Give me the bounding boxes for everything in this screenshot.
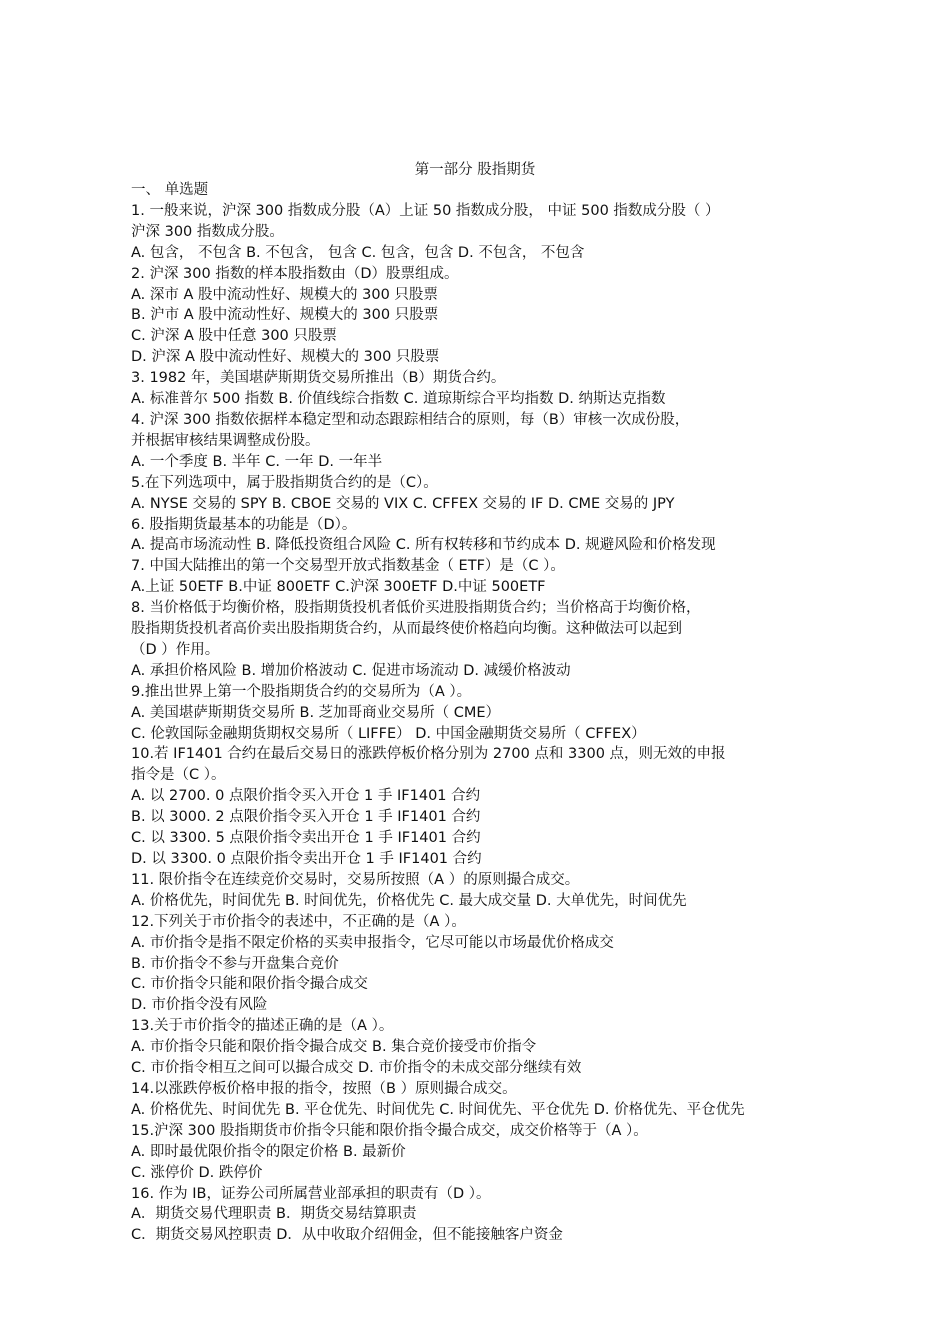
text-line: （D ）作用。 (131, 641, 220, 658)
text-line: C. 伦敦国际金融期货期权交易所（ LIFFE） D. 中国金融期货交易所（ CFFEX） (131, 725, 646, 742)
text-line: B. 沪市 A 股中流动性好、规模大的 300 只股票 (131, 307, 439, 324)
text-line: A. 即时最优限价指令的限定价格 B. 最新价 (131, 1143, 406, 1160)
text-line: D. 沪深 A 股中流动性好、规模大的 300 只股票 (131, 349, 440, 366)
text-line: 1. 一般来说，沪深 300 指数成分股（A）上证 50 指数成分股， 中证 500 指数成分股（ ） (131, 202, 720, 219)
text-line: 3. 1982 年，美国堪萨斯期货交易所推出（B）期货合约。 (131, 370, 506, 387)
text-line: A. 深市 A 股中流动性好、规模大的 300 只股票 (131, 286, 438, 303)
text-line: A. 美国堪萨斯期货交易所 B. 芝加哥商业交易所（ CME） (131, 704, 501, 721)
text-line: C. 市价指令只能和限价指令撮合成交 (131, 976, 368, 993)
text-line: 14.以涨跌停板价格申报的指令，按照（B ）原则撮合成交。 (131, 1080, 517, 1097)
text-line: C. 涨停价 D. 跌停价 (131, 1164, 263, 1181)
text-line: 7. 中国大陆推出的第一个交易型开放式指数基金（ ETF）是（C ）。 (131, 558, 565, 575)
text-line: 10.若 IF1401 合约在最后交易日的涨跌停板价格分别为 2700 点和 3300 点，则无效的申报 (131, 746, 726, 763)
text-line: A. 包含， 不包含 B. 不包含， 包含 C. 包含，包含 D. 不包含， 不包含 (131, 244, 585, 261)
text-line: D. 市价指令没有风险 (131, 997, 268, 1014)
text-line: 一、 单选题 (131, 182, 209, 198)
text-line: C．期货交易风控职责 D．从中收取介绍佣金，但不能接触客户资金 (131, 1227, 563, 1244)
text-line: 6. 股指期货最基本的功能是（D）。 (131, 516, 357, 533)
text-line: 11. 限价指令在连续竞价交易时，交易所按照（A ）的原则撮合成交。 (131, 871, 580, 888)
text-line: A.上证 50ETF B.中证 800ETF C.沪深 300ETF D.中证 500ETF (131, 579, 546, 596)
text-line: 8. 当价格低于均衡价格，股指期货投机者低价买进股指期货合约；当价格高于均衡价格， (131, 600, 701, 617)
text-line: 13.关于市价指令的描述正确的是（A ）。 (131, 1018, 394, 1035)
text-line: A. 一个季度 B. 半年 C. 一年 D. 一年半 (131, 453, 383, 470)
text-line: A. 标准普尔 500 指数 B. 价值线综合指数 C. 道琼斯综合平均指数 D. 纳斯达克指数 (131, 391, 666, 408)
text-line: A. 市价指令只能和限价指令撮合成交 B. 集合竞价接受市价指令 (131, 1039, 537, 1056)
text-line: B. 以 3000. 2 点限价指令买入开仓 1 手 IF1401 合约 (131, 809, 481, 826)
text-line: C. 以 3300. 5 点限价指令卖出开仓 1 手 IF1401 合约 (131, 830, 481, 847)
text-line: 15.沪深 300 股指期货市价指令只能和限价指令撮合成交，成交价格等于（A ）。 (131, 1122, 648, 1139)
text-line: A. 提高市场流动性 B. 降低投资组合风险 C. 所有权转移和节约成本 D. 规避风险和价格发现 (131, 537, 716, 554)
document-body (131, 180, 821, 1246)
text-line: 12.下列关于市价指令的表述中，不正确的是（A ）。 (131, 913, 466, 930)
text-line: 4. 沪深 300 指数依据样本稳定型和动态跟踪相结合的原则，每（B）审核一次成份股， (131, 411, 690, 428)
text-line: 并根据审核结果调整成份股。 (131, 432, 320, 449)
text-line: A. 价格优先，时间优先 B. 时间优先，价格优先 C. 最大成交量 D. 大单优先，时间优先 (131, 892, 687, 909)
text-line: B. 市价指令不参与开盘集合竞价 (131, 955, 339, 972)
text-line: C. 市价指令相互之间可以撮合成交 D. 市价指令的未成交部分继续有效 (131, 1060, 582, 1077)
text-line: A. NYSE 交易的 SPY B. CBOE 交易的 VIX C. CFFEX 交易的 IF D. CME 交易的 JPY (131, 495, 675, 512)
text-line: 2. 沪深 300 指数的样本股指数由（D）股票组成。 (131, 265, 459, 282)
text-line: A. 价格优先、时间优先 B. 平仓优先、时间优先 C. 时间优先、平仓优先 D. 价格优先、平仓优先 (131, 1101, 745, 1118)
document-title: 第一部分 股指期货 (414, 162, 536, 178)
text-line: A．期货交易代理职责 B．期货交易结算职责 (131, 1206, 417, 1223)
text-line: 5.在下列选项中，属于股指期货合约的是（C）。 (131, 474, 438, 491)
text-line: A. 承担价格风险 B. 增加价格波动 C. 促进市场流动 D. 减缓价格波动 (131, 662, 571, 679)
text-line: D. 以 3300. 0 点限价指令卖出开仓 1 手 IF1401 合约 (131, 851, 482, 867)
text-line: C. 沪深 A 股中任意 300 只股票 (131, 328, 337, 345)
text-line: 16. 作为 IB，证券公司所属营业部承担的职责有（D ）。 (131, 1185, 491, 1202)
text-line: 9.推出世界上第一个股指期货合约的交易所为（A ）。 (131, 683, 472, 700)
text-line: 股指期货投机者高价卖出股指期货合约，从而最终使价格趋向均衡。这种做法可以起到 (131, 621, 682, 638)
text-line: A. 以 2700. 0 点限价指令买入开仓 1 手 IF1401 合约 (131, 788, 481, 805)
text-line: A. 市价指令是指不限定价格的买卖申报指令，它尽可能以市场最优价格成交 (131, 934, 614, 951)
text-line: 指令是（C ）。 (131, 767, 226, 784)
text-line: 沪深 300 指数成分股。 (131, 223, 284, 240)
